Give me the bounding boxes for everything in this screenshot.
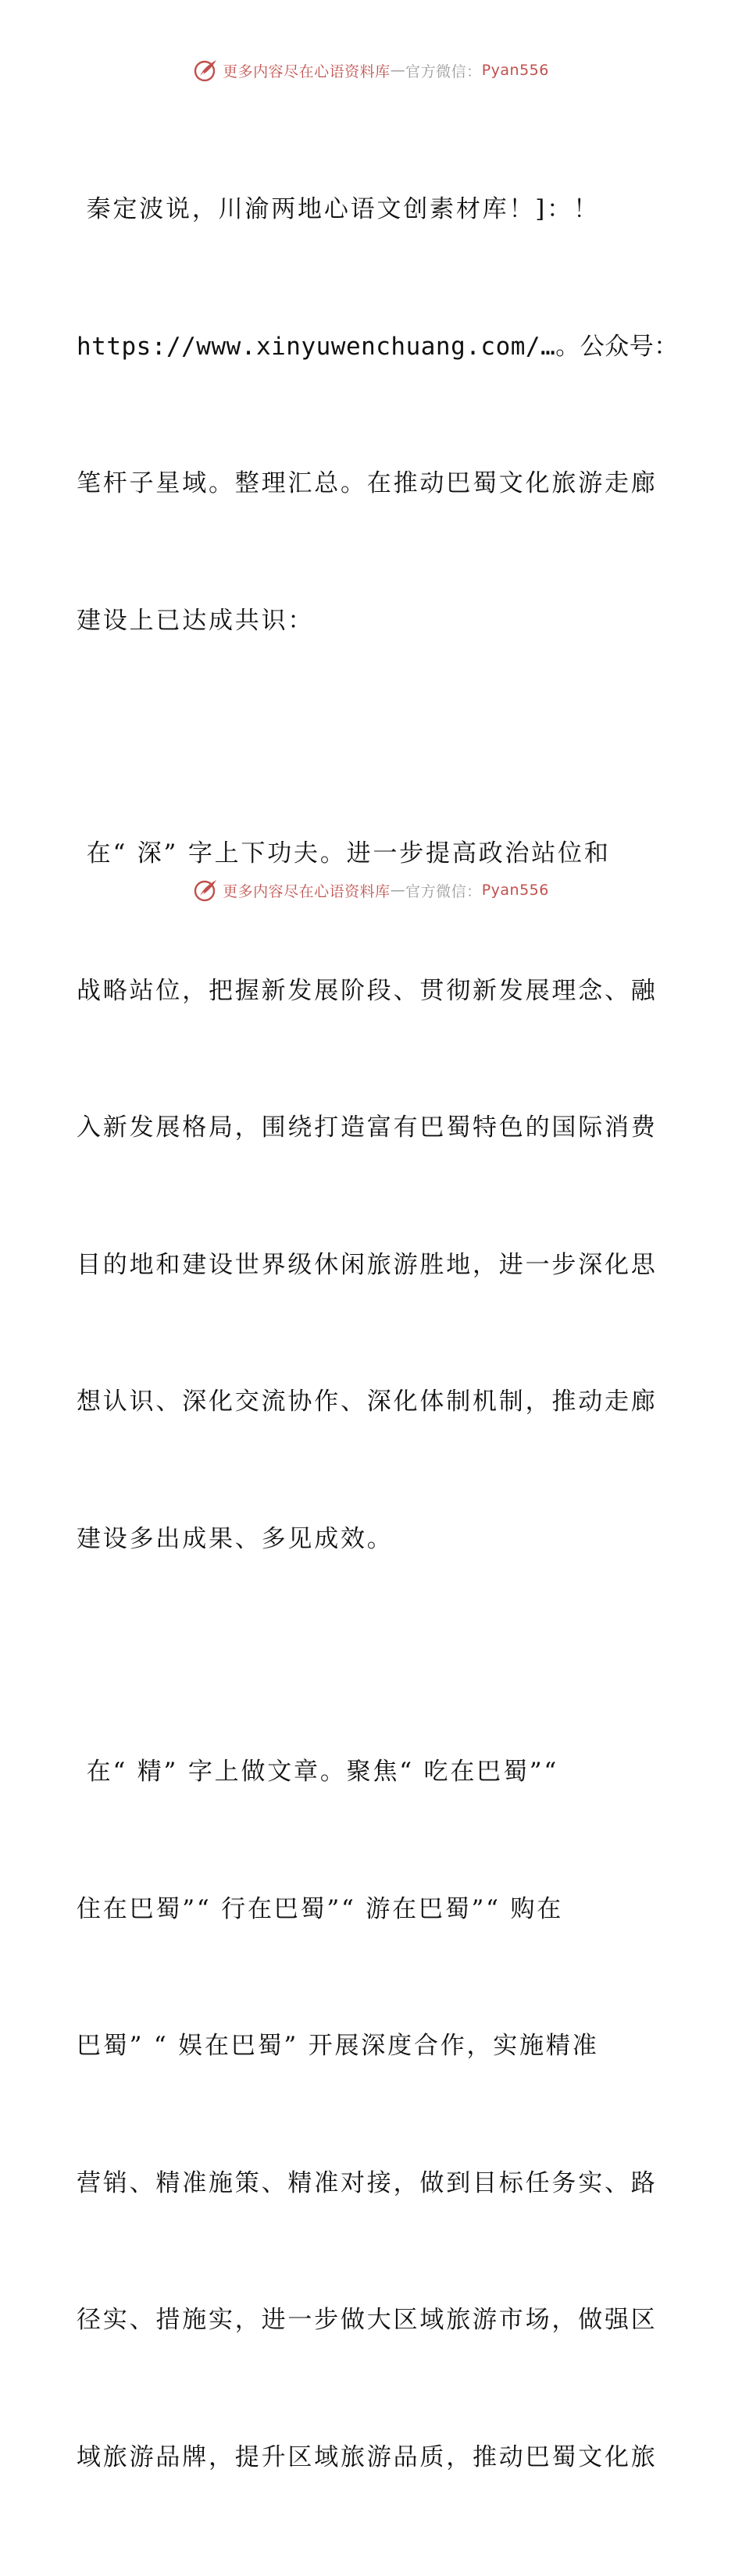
text-line: 目的地和建设世界级休闲旅游胜地，进一步深化思 bbox=[77, 1250, 658, 1279]
url-text-line: https://www.xinyuwenchuang.com/…。公众号： bbox=[77, 332, 679, 361]
text-line: 笔杆子星域。整理汇总。在推动巴蜀文化旅游走廊 bbox=[77, 469, 658, 497]
text-line: 入新发展格局，围绕打造富有巴蜀特色的国际消费 bbox=[77, 1113, 658, 1142]
text-line: 在“ 深” 字上下功夫。进一步提高政治站位和 bbox=[77, 839, 611, 868]
text-line: 战略站位，把握新发展阶段、贯彻新发展理念、融 bbox=[77, 976, 658, 1005]
text-line: 住在巴蜀”“ 行在巴蜀”“ 游在巴蜀”“ 购在 bbox=[77, 1894, 564, 1923]
text-line: 建设多出成果、多见成效。 bbox=[77, 1524, 394, 1553]
footer-watermark bbox=[0, 875, 742, 906]
text-line: 秦定波说，川渝两地心语文创素材库！]：！ bbox=[77, 195, 600, 223]
quill-logo-icon bbox=[193, 57, 219, 84]
watermark-wechat-id: Pyan556 bbox=[481, 62, 549, 79]
text-line: 在“ 精” 字上做文章。聚焦“ 吃在巴蜀”“ bbox=[77, 1758, 559, 1786]
text-line: 建设上已达成共识： bbox=[77, 606, 315, 635]
paragraph-3 bbox=[77, 1658, 666, 2571]
watermark-sub-text: 官方微信： bbox=[405, 882, 482, 900]
watermark-wechat-id: Pyan556 bbox=[481, 882, 549, 899]
paragraph-1 bbox=[77, 95, 679, 735]
watermark-dash: — bbox=[390, 62, 406, 79]
text-line: 想认识、深化交流协作、深化体制机制，推动走廊 bbox=[77, 1388, 658, 1416]
text-line: 营销、精准施策、精准对接，做到目标任务实、路 bbox=[77, 2168, 658, 2197]
watermark-dash: — bbox=[390, 882, 406, 899]
text-line: 巴蜀” “ 娱在巴蜀” 开展深度合作，实施精准 bbox=[77, 2032, 599, 2060]
watermark-sub-text: 官方微信： bbox=[405, 62, 482, 80]
watermark-main-text: 更多内容尽在心语资料库 bbox=[223, 882, 391, 900]
quill-logo-icon bbox=[193, 877, 219, 903]
text-line: 域旅游品牌，提升区域旅游品质，推动巴蜀文化旅 bbox=[77, 2442, 658, 2471]
text-line: 径实、措施实，进一步做大区域旅游市场，做强区 bbox=[77, 2306, 658, 2334]
header-watermark bbox=[0, 55, 742, 86]
document-body bbox=[77, 95, 679, 2576]
watermark-main-text: 更多内容尽在心语资料库 bbox=[223, 62, 391, 80]
